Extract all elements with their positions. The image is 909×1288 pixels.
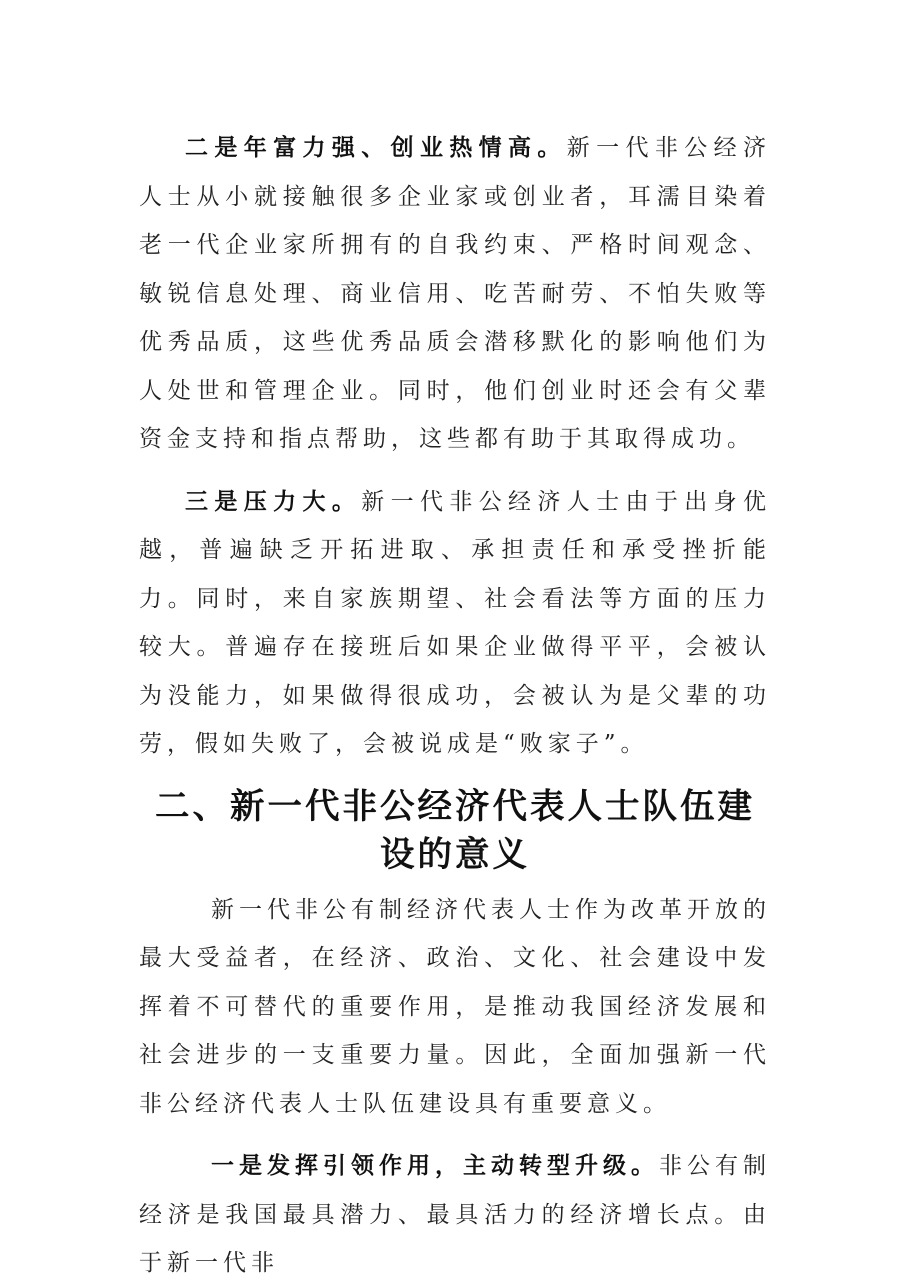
paragraph-body: 非公有制经济是我国最具潜力、最具活力的经济增长点。由于新一代非: [139, 1153, 771, 1276]
paragraph-body: 新一代非公经济人士由于出身优越，普遍缺乏开拓进取、承担责任和承受挫折能力。同时，来自家族期望、社会看法等方面的压力较大。普遍存在接班后如果企业做得平平，会被认为没能力，如果做得很成功，会被认为是父辈的功劳，假如失败了，会被说成是“败家子”。: [139, 488, 772, 757]
paragraph-lead: 三是压力大。: [185, 487, 362, 515]
paragraph-lead: 一是发挥引领作用，主动转型升级。: [211, 1152, 659, 1179]
section-heading: 二、新一代非公经济代表人士队伍建设的意义: [155, 786, 755, 875]
paragraph-body: 新一代非公有制经济代表人士作为改革开放的最大受益者，在经济、政治、文化、社会建设中发挥着不可替代的重要作用，是推动我国经济发展和社会进步的一支重要力量。因此，全面加强新一代非公经济代表人士队伍建设具有重要意义。: [139, 896, 771, 1117]
paragraph-young-and-strong: [139, 124, 771, 464]
paragraph-significance-intro: [139, 886, 771, 1129]
paragraph-lead: 二是年富力强、创业热情高。: [185, 134, 567, 161]
paragraph-leading-role: [139, 1142, 771, 1288]
paragraph-body: 新一代非公经济人士从小就接触很多企业家或创业者，耳濡目染着老一代企业家所拥有的自我约束、严格时间观念、敏锐信息处理、商业信用、吃苦耐劳、不怕失败等优秀品质，这些优秀品质会潜移默化的影响他们为人处世和管理企业。同时，他们创业时还会有父辈资金支持和指点帮助，这些都有助于其取得成功。: [139, 135, 772, 452]
paragraph-high-pressure: [139, 478, 771, 769]
